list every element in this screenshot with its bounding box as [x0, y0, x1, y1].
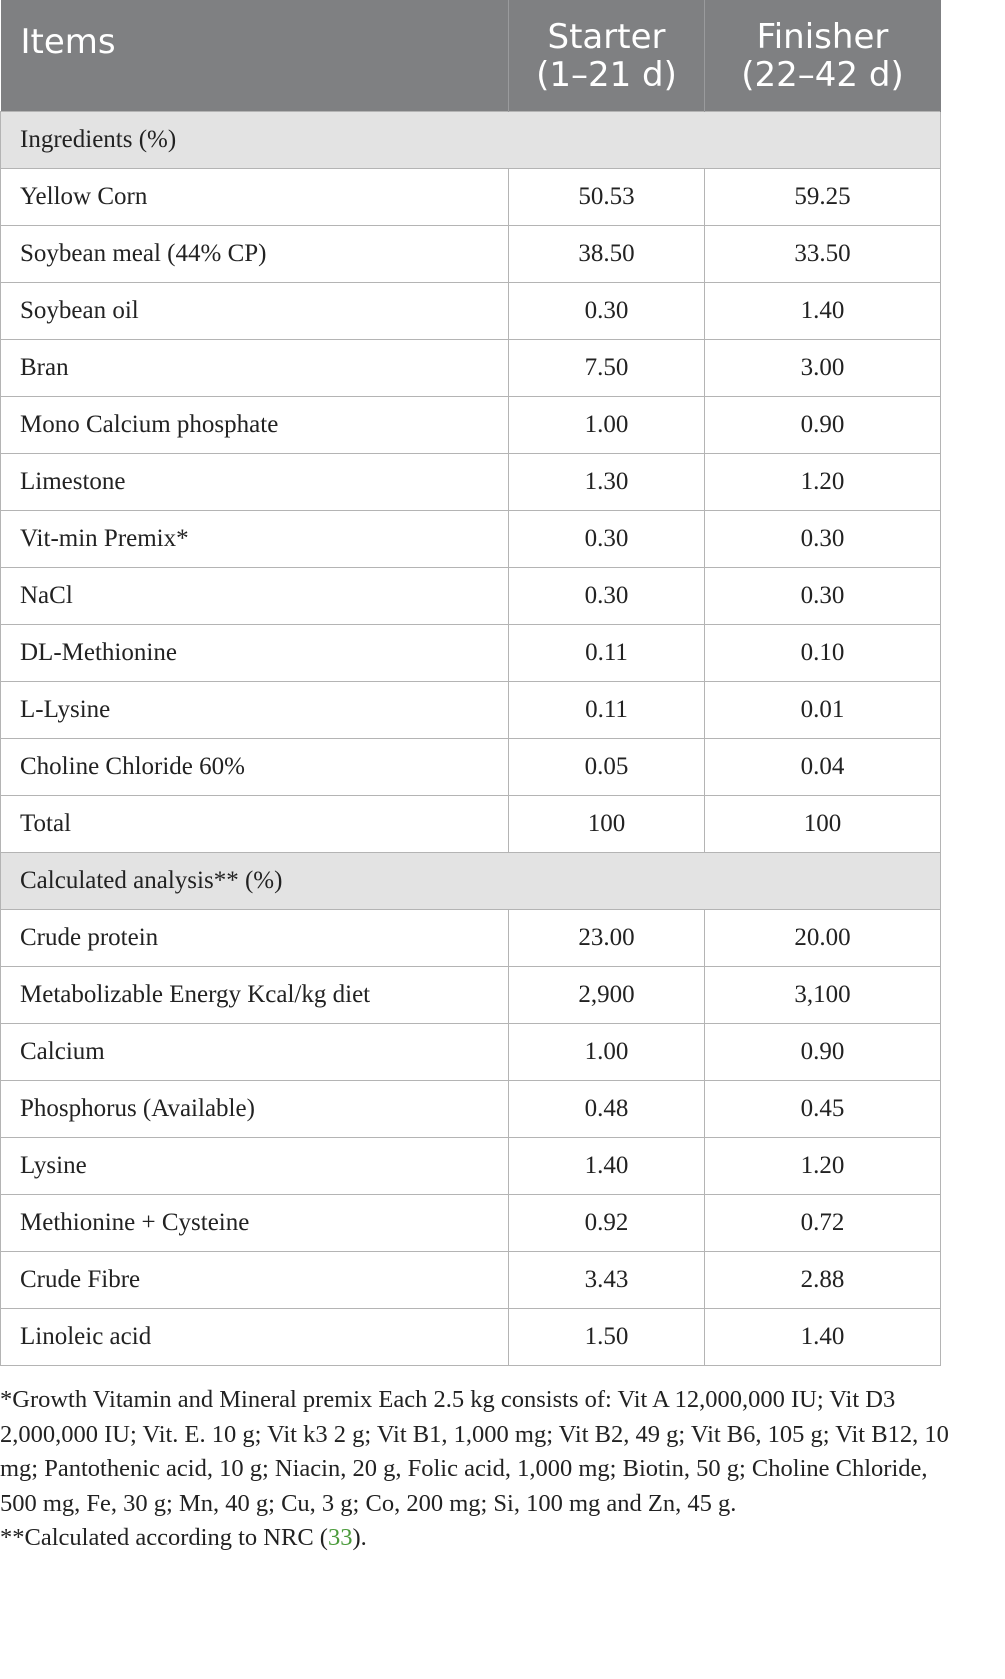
- table-body: [1, 112, 941, 1366]
- cell-item: Soybean oil: [1, 283, 509, 340]
- cell-starter: 23.00: [509, 910, 705, 967]
- reference-link-33[interactable]: 33: [327, 1524, 353, 1551]
- cell-starter: 1.00: [509, 1024, 705, 1081]
- table-row: [1, 1024, 941, 1081]
- table-row: [1, 283, 941, 340]
- cell-item: Total: [1, 796, 509, 853]
- cell-item: Vit-min Premix*: [1, 511, 509, 568]
- footnote-nrc-suffix: ).: [352, 1524, 367, 1551]
- header-finisher-line2: (22–42 d): [741, 55, 904, 95]
- cell-starter: 0.48: [509, 1081, 705, 1138]
- cell-finisher: 20.00: [705, 910, 941, 967]
- cell-item: Limestone: [1, 454, 509, 511]
- table-row: [1, 169, 941, 226]
- section-header-row: [1, 853, 941, 910]
- cell-item: Soybean meal (44% CP): [1, 226, 509, 283]
- cell-item: Phosphorus (Available): [1, 1081, 509, 1138]
- header-finisher-line1: Finisher: [756, 17, 889, 57]
- table-row: [1, 454, 941, 511]
- table-row: [1, 1252, 941, 1309]
- table-row: [1, 910, 941, 967]
- header-starter-line2: (1–21 d): [536, 55, 677, 95]
- cell-finisher: 0.10: [705, 625, 941, 682]
- cell-finisher: 3.00: [705, 340, 941, 397]
- cell-item: Calcium: [1, 1024, 509, 1081]
- cell-item: Crude Fibre: [1, 1252, 509, 1309]
- cell-starter: 3.43: [509, 1252, 705, 1309]
- footnote-premix: *Growth Vitamin and Mineral premix Each 2.5 kg consists of: Vit A 12,000,000 IU; Vit D3 2,000,000 IU; Vit. E. 10 g; Vit k3 2 g; Vit B1, 1,000 mg; Vit B2, 49 g; Vit B6, 105 g; Vit B12, 10 mg; Pantothenic acid, 10 g; Niacin, 20 g, Folic acid, 1,000 mg; Biotin, 50 g; Choline Chloride, 500 mg, Fe, 30 g; Mn, 40 g; Cu, 3 g; Co, 200 mg; Si, 100 mg and Zn, 45 g.: [0, 1386, 949, 1517]
- cell-item: Crude protein: [1, 910, 509, 967]
- cell-item: Mono Calcium phosphate: [1, 397, 509, 454]
- cell-starter: 0.30: [509, 511, 705, 568]
- cell-finisher: 0.90: [705, 397, 941, 454]
- cell-starter: 0.11: [509, 625, 705, 682]
- table-row: [1, 1138, 941, 1195]
- cell-finisher: 0.04: [705, 739, 941, 796]
- cell-item: Choline Chloride 60%: [1, 739, 509, 796]
- cell-starter: 7.50: [509, 340, 705, 397]
- cell-finisher: 0.01: [705, 682, 941, 739]
- table-row: [1, 625, 941, 682]
- table-row: [1, 511, 941, 568]
- table-row: [1, 1309, 941, 1366]
- cell-starter: 2,900: [509, 967, 705, 1024]
- table-row: [1, 796, 941, 853]
- section-title: Calculated analysis** (%): [1, 853, 941, 910]
- cell-starter: 0.30: [509, 568, 705, 625]
- cell-finisher: 100: [705, 796, 941, 853]
- cell-finisher: 0.30: [705, 568, 941, 625]
- table-header: [1, 1, 941, 112]
- footnote-nrc: [0, 1521, 960, 1556]
- header-starter: [509, 1, 705, 112]
- cell-item: NaCl: [1, 568, 509, 625]
- table-row: [1, 226, 941, 283]
- cell-item: Linoleic acid: [1, 1309, 509, 1366]
- cell-starter: 1.00: [509, 397, 705, 454]
- cell-item: DL-Methionine: [1, 625, 509, 682]
- cell-starter: 0.05: [509, 739, 705, 796]
- table-row: [1, 739, 941, 796]
- cell-item: Metabolizable Energy Kcal/kg diet: [1, 967, 509, 1024]
- cell-item: Yellow Corn: [1, 169, 509, 226]
- table-row: [1, 340, 941, 397]
- table-row: [1, 1195, 941, 1252]
- header-row: [1, 1, 941, 112]
- footnote-nrc-prefix: **Calculated according to NRC (: [0, 1524, 328, 1551]
- cell-starter: 100: [509, 796, 705, 853]
- table-footnotes: [0, 1383, 960, 1556]
- cell-finisher: 0.45: [705, 1081, 941, 1138]
- cell-starter: 1.40: [509, 1138, 705, 1195]
- cell-finisher: 1.20: [705, 1138, 941, 1195]
- table-row: [1, 1081, 941, 1138]
- cell-finisher: 2.88: [705, 1252, 941, 1309]
- cell-finisher: 0.72: [705, 1195, 941, 1252]
- cell-finisher: 1.20: [705, 454, 941, 511]
- cell-finisher: 1.40: [705, 1309, 941, 1366]
- table-row: [1, 397, 941, 454]
- cell-item: Methionine + Cysteine: [1, 1195, 509, 1252]
- cell-starter: 0.11: [509, 682, 705, 739]
- cell-finisher: 3,100: [705, 967, 941, 1024]
- table-row: [1, 682, 941, 739]
- cell-finisher: 0.30: [705, 511, 941, 568]
- table-row: [1, 568, 941, 625]
- cell-finisher: 33.50: [705, 226, 941, 283]
- header-items: Items: [1, 1, 509, 112]
- header-finisher: [705, 1, 941, 112]
- cell-starter: 50.53: [509, 169, 705, 226]
- section-title: Ingredients (%): [1, 112, 941, 169]
- cell-item: Bran: [1, 340, 509, 397]
- cell-finisher: 0.90: [705, 1024, 941, 1081]
- section-header-row: [1, 112, 941, 169]
- cell-finisher: 59.25: [705, 169, 941, 226]
- cell-starter: 1.50: [509, 1309, 705, 1366]
- header-starter-line1: Starter: [547, 17, 666, 57]
- cell-starter: 0.30: [509, 283, 705, 340]
- cell-starter: 38.50: [509, 226, 705, 283]
- cell-item: Lysine: [1, 1138, 509, 1195]
- cell-finisher: 1.40: [705, 283, 941, 340]
- table-row: [1, 967, 941, 1024]
- cell-item: L-Lysine: [1, 682, 509, 739]
- cell-starter: 0.92: [509, 1195, 705, 1252]
- cell-starter: 1.30: [509, 454, 705, 511]
